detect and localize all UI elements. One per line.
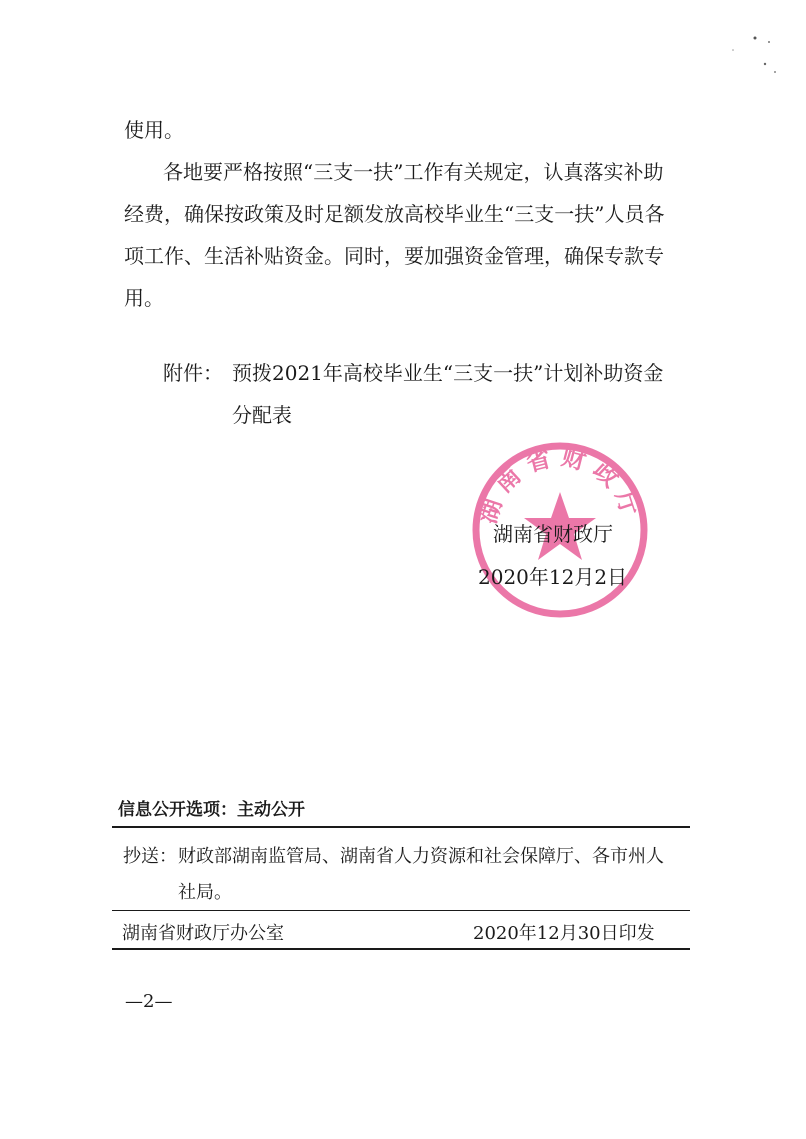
cc-line-1: 财政部湖南监管局、湖南省人力资源和社会保障厅、各市州人 bbox=[178, 846, 664, 867]
footer-rule-top bbox=[112, 826, 690, 828]
cc-label: 抄送： bbox=[123, 846, 177, 867]
page-number: —2— bbox=[125, 991, 173, 1012]
body-paragraph-line-1: 各地要严格按照“三支一扶”工作有关规定，认真落实补助 bbox=[163, 160, 664, 184]
body-paragraph-line-2: 经费，确保按政策及时足额发放高校毕业生“三支一扶”人员各 bbox=[124, 202, 665, 226]
issue-date: 2020年12月30日印发 bbox=[473, 923, 655, 944]
disclosure-option: 信息公开选项：主动公开 bbox=[118, 800, 305, 820]
seal-ring-text: 湖南省财政厅 bbox=[473, 442, 647, 527]
attachment-label: 附件： bbox=[163, 361, 223, 385]
signature-org: 湖南省财政厅 bbox=[493, 522, 613, 546]
body-paragraph-line-4: 用。 bbox=[124, 286, 164, 310]
footer-rule-bottom bbox=[112, 948, 690, 950]
attachment-title-line-1: 预拨2021年高校毕业生“三支一扶”计划补助资金 bbox=[232, 361, 664, 385]
body-paragraph-line-3: 项工作、生活补贴资金。同时，要加强资金管理，确保专款专 bbox=[124, 244, 664, 268]
cc-line-2: 社局。 bbox=[178, 882, 232, 903]
issuer-office: 湖南省财政厅办公室 bbox=[122, 923, 284, 944]
footer-rule-middle bbox=[112, 910, 690, 911]
scan-specks bbox=[725, 20, 785, 80]
signature-date: 2020年12月2日 bbox=[478, 565, 628, 589]
body-continued-line: 使用。 bbox=[124, 118, 184, 142]
attachment-title-line-2: 分配表 bbox=[232, 403, 292, 427]
